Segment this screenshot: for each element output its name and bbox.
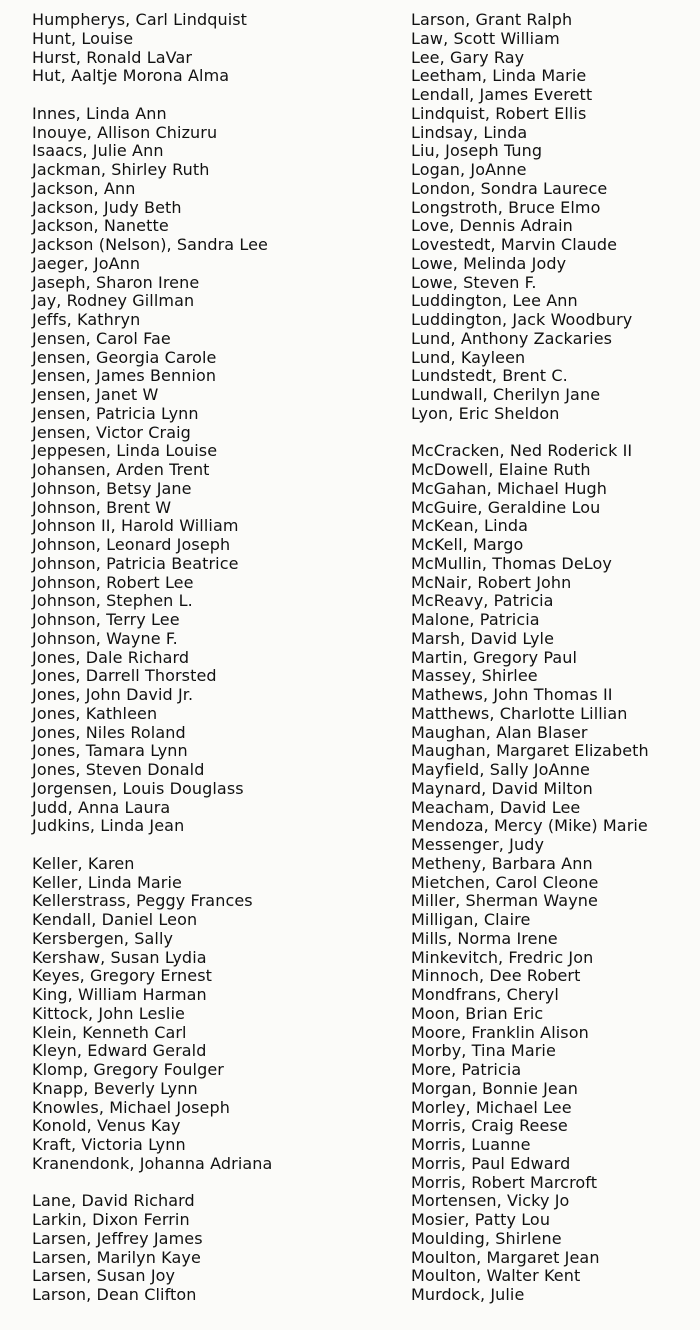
name-entry: Kittock, John Leslie bbox=[32, 1003, 185, 1023]
name-entry: Lindquist, Robert Ellis bbox=[411, 103, 587, 123]
name-entry: Larsen, Marilyn Kaye bbox=[32, 1247, 201, 1267]
name-entry: Johnson II, Harold William bbox=[32, 516, 239, 536]
name-entry: Kranendonk, Johanna Adriana bbox=[32, 1153, 273, 1173]
name-entry: McReavy, Patricia bbox=[411, 591, 554, 611]
name-entry: Johnson, Leonard Joseph bbox=[32, 535, 231, 554]
name-entry: Judd, Anna Laura bbox=[32, 797, 171, 817]
name-entry: Hurst, Ronald LaVar bbox=[32, 47, 193, 67]
name-entry: Lane, David Richard bbox=[32, 1191, 195, 1211]
name-entry: McKell, Margo bbox=[411, 535, 524, 554]
name-entry: Johnson, Stephen L. bbox=[32, 591, 193, 611]
name-entry: Keller, Linda Marie bbox=[32, 872, 182, 892]
name-entry: Luddington, Jack Woodbury bbox=[411, 310, 633, 329]
name-entry: Moulding, Shirlene bbox=[411, 1228, 562, 1248]
name-entry: Kellerstrass, Peggy Frances bbox=[32, 891, 253, 911]
name-entry: Innes, Linda Ann bbox=[32, 103, 167, 123]
name-entry: Hut, Aaltje Morona Alma bbox=[32, 66, 230, 86]
name-entry: Moulton, Margaret Jean bbox=[411, 1247, 600, 1267]
name-entry: Jackson, Nanette bbox=[32, 216, 169, 236]
name-entry: Jensen, Janet W bbox=[32, 385, 159, 404]
name-entry: Knowles, Michael Joseph bbox=[32, 1097, 230, 1117]
name-entry: Jorgensen, Louis Douglass bbox=[32, 778, 244, 798]
name-entry: Jones, John David Jr. bbox=[32, 685, 194, 704]
name-entry: McDowell, Elaine Ruth bbox=[411, 460, 591, 479]
name-entry: Larsen, Susan Joy bbox=[32, 1266, 176, 1286]
name-entry: Mondfrans, Cheryl bbox=[411, 985, 559, 1004]
section-gap bbox=[32, 1174, 392, 1193]
name-entry: Martin, Gregory Paul bbox=[411, 647, 578, 667]
name-entry: Jones, Niles Roland bbox=[32, 722, 186, 742]
name-entry: Jaseph, Sharon Irene bbox=[32, 272, 200, 292]
name-entry: Jackson (Nelson), Sandra Lee bbox=[32, 235, 268, 254]
name-entry: Matthews, Charlotte Lillian bbox=[411, 703, 628, 723]
name-entry: McKean, Linda bbox=[411, 516, 529, 536]
section-gap bbox=[32, 836, 392, 855]
name-entry: Johnson, Robert Lee bbox=[32, 572, 194, 592]
name-entry: Liu, Joseph Tung bbox=[411, 141, 543, 161]
name-entry: Morris, Craig Reese bbox=[411, 1116, 568, 1136]
name-entry: Keyes, Gregory Ernest bbox=[32, 966, 213, 986]
name-entry: McCracken, Ned Roderick II bbox=[411, 441, 633, 461]
name-entry: King, William Harman bbox=[32, 985, 207, 1004]
name-entry: Mills, Norma Irene bbox=[411, 928, 558, 948]
name-entry: Jones, Dale Richard bbox=[32, 647, 190, 667]
name-entry: Malone, Patricia bbox=[411, 610, 540, 629]
name-entry: Kleyn, Edward Gerald bbox=[32, 1041, 207, 1061]
name-entry: Larsen, Jeffrey James bbox=[32, 1228, 203, 1248]
name-entry: Jones, Kathleen bbox=[32, 703, 158, 723]
name-entry: Kershaw, Susan Lydia bbox=[32, 947, 207, 967]
name-entry: Lundstedt, Brent C. bbox=[411, 366, 568, 386]
name-entry: Lowe, Steven F. bbox=[411, 272, 537, 292]
name-entry: Lendall, James Everett bbox=[411, 85, 593, 104]
name-entry: McMullin, Thomas DeLoy bbox=[411, 553, 612, 573]
name-entry: Jensen, Georgia Carole bbox=[32, 347, 217, 367]
right-name-column bbox=[411, 11, 696, 1305]
name-entry: Konold, Venus Kay bbox=[32, 1116, 181, 1136]
name-entry: Jensen, Carol Fae bbox=[32, 328, 171, 348]
name-entry: Morgan, Bonnie Jean bbox=[411, 1078, 578, 1098]
name-entry: Lindsay, Linda bbox=[411, 122, 528, 142]
name-entry: Maynard, David Milton bbox=[411, 778, 593, 798]
name-entry: Johnson, Betsy Jane bbox=[32, 478, 192, 498]
name-entry: Lowe, Melinda Jody bbox=[411, 253, 567, 273]
name-entry: McNair, Robert John bbox=[411, 572, 572, 592]
name-entry: Knapp, Beverly Lynn bbox=[32, 1078, 198, 1098]
name-entry: Larson, Dean Clifton bbox=[32, 1285, 197, 1304]
name-entry: Jeppesen, Linda Louise bbox=[32, 441, 218, 461]
name-entry: Larkin, Dixon Ferrin bbox=[32, 1210, 190, 1229]
name-entry: Kersbergen, Sally bbox=[32, 928, 174, 948]
name-entry: Morris, Paul Edward bbox=[411, 1153, 571, 1173]
name-entry: Morris, Robert Marcroft bbox=[411, 1172, 598, 1192]
name-entry: Jones, Steven Donald bbox=[32, 760, 205, 779]
name-entry: Jensen, Victor Craig bbox=[32, 422, 191, 442]
name-entry: Miller, Sherman Wayne bbox=[411, 891, 598, 911]
name-entry: Jackson, Ann bbox=[32, 178, 136, 198]
name-entry: Massey, Shirlee bbox=[411, 666, 538, 686]
name-entry: Jaeger, JoAnn bbox=[32, 253, 141, 273]
name-entry: Inouye, Allison Chizuru bbox=[32, 122, 218, 142]
name-entry: Humpherys, Carl Lindquist bbox=[32, 10, 248, 29]
name-entry: Messenger, Judy bbox=[411, 835, 545, 854]
name-entry: Lund, Kayleen bbox=[411, 347, 526, 367]
name-entry: Maughan, Margaret Elizabeth bbox=[411, 741, 649, 761]
name-entry: Lyon, Eric Sheldon bbox=[411, 403, 560, 423]
name-entry: Isaacs, Julie Ann bbox=[32, 141, 164, 161]
name-entry: Luddington, Lee Ann bbox=[411, 291, 578, 311]
name-entry: Minkevitch, Fredric Jon bbox=[411, 947, 594, 967]
name-entry: Law, Scott William bbox=[411, 28, 560, 48]
name-entry: Moore, Franklin Alison bbox=[411, 1022, 589, 1042]
name-entry: Minnoch, Dee Robert bbox=[411, 966, 581, 986]
name-entry: Jeffs, Kathryn bbox=[32, 310, 141, 329]
name-entry: Keller, Karen bbox=[32, 853, 135, 873]
name-entry: Murdock, Julie bbox=[411, 1285, 525, 1304]
name-entry: Jensen, Patricia Lynn bbox=[32, 403, 199, 423]
name-entry: Judkins, Linda Jean bbox=[32, 816, 185, 836]
name-entry: Klein, Kenneth Carl bbox=[32, 1022, 187, 1042]
name-entry: Jensen, James Bennion bbox=[32, 366, 217, 386]
name-entry: Lovestedt, Marvin Claude bbox=[411, 235, 618, 254]
name-entry: Mietchen, Carol Cleone bbox=[411, 872, 599, 892]
name-entry: Johnson, Terry Lee bbox=[32, 610, 180, 629]
section-gap bbox=[32, 86, 392, 105]
name-entry: McGuire, Geraldine Lou bbox=[411, 497, 601, 517]
name-entry: Johnson, Wayne F. bbox=[32, 628, 178, 648]
name-entry: Morley, Michael Lee bbox=[411, 1097, 572, 1117]
name-entry: More, Patricia bbox=[411, 1060, 522, 1079]
name-entry: Marsh, David Lyle bbox=[411, 628, 555, 648]
name-entry: Moulton, Walter Kent bbox=[411, 1266, 581, 1286]
name-entry: Johansen, Arden Trent bbox=[32, 460, 210, 479]
name-entry: Meacham, David Lee bbox=[411, 797, 581, 817]
name-entry: Mendoza, Mercy (Mike) Marie bbox=[411, 816, 648, 836]
name-entry: Klomp, Gregory Foulger bbox=[32, 1060, 224, 1079]
name-entry: Longstroth, Bruce Elmo bbox=[411, 197, 601, 217]
name-entry: Lee, Gary Ray bbox=[411, 47, 525, 67]
name-entry: Jackman, Shirley Ruth bbox=[32, 160, 210, 179]
name-entry: Jackson, Judy Beth bbox=[32, 197, 182, 217]
left-name-column bbox=[32, 11, 392, 1305]
name-entry: Hunt, Louise bbox=[32, 28, 134, 48]
name-entry: Leetham, Linda Marie bbox=[411, 66, 587, 86]
name-entry: Love, Dennis Adrain bbox=[411, 216, 573, 236]
name-entry: Jay, Rodney Gillman bbox=[32, 291, 195, 311]
name-entry: Johnson, Patricia Beatrice bbox=[32, 553, 239, 573]
name-entry: Moon, Brian Eric bbox=[411, 1003, 544, 1023]
name-entry: Metheny, Barbara Ann bbox=[411, 853, 593, 873]
name-entry: Larson, Grant Ralph bbox=[411, 10, 573, 29]
name-entry: Morby, Tina Marie bbox=[411, 1041, 556, 1061]
name-entry: Milligan, Claire bbox=[411, 910, 531, 929]
name-entry: London, Sondra Laurece bbox=[411, 178, 608, 198]
name-entry: McGahan, Michael Hugh bbox=[411, 478, 607, 498]
name-entry: Jones, Tamara Lynn bbox=[32, 741, 188, 761]
name-entry: Logan, JoAnne bbox=[411, 160, 527, 179]
name-entry: Jones, Darrell Thorsted bbox=[32, 666, 217, 686]
name-entry: Kraft, Victoria Lynn bbox=[32, 1135, 186, 1154]
name-entry: Mayfield, Sally JoAnne bbox=[411, 760, 590, 779]
name-entry: Lund, Anthony Zackaries bbox=[411, 328, 613, 348]
name-entry: Maughan, Alan Blaser bbox=[411, 722, 588, 742]
name-entry: Mathews, John Thomas II bbox=[411, 685, 613, 704]
name-entry: Morris, Luanne bbox=[411, 1135, 531, 1154]
name-entry: Mosier, Patty Lou bbox=[411, 1210, 551, 1229]
name-entry: Johnson, Brent W bbox=[32, 497, 172, 517]
name-entry: Kendall, Daniel Leon bbox=[32, 910, 198, 929]
name-entry: Lundwall, Cherilyn Jane bbox=[411, 385, 601, 404]
name-entry: Mortensen, Vicky Jo bbox=[411, 1191, 570, 1211]
section-gap bbox=[411, 424, 696, 443]
